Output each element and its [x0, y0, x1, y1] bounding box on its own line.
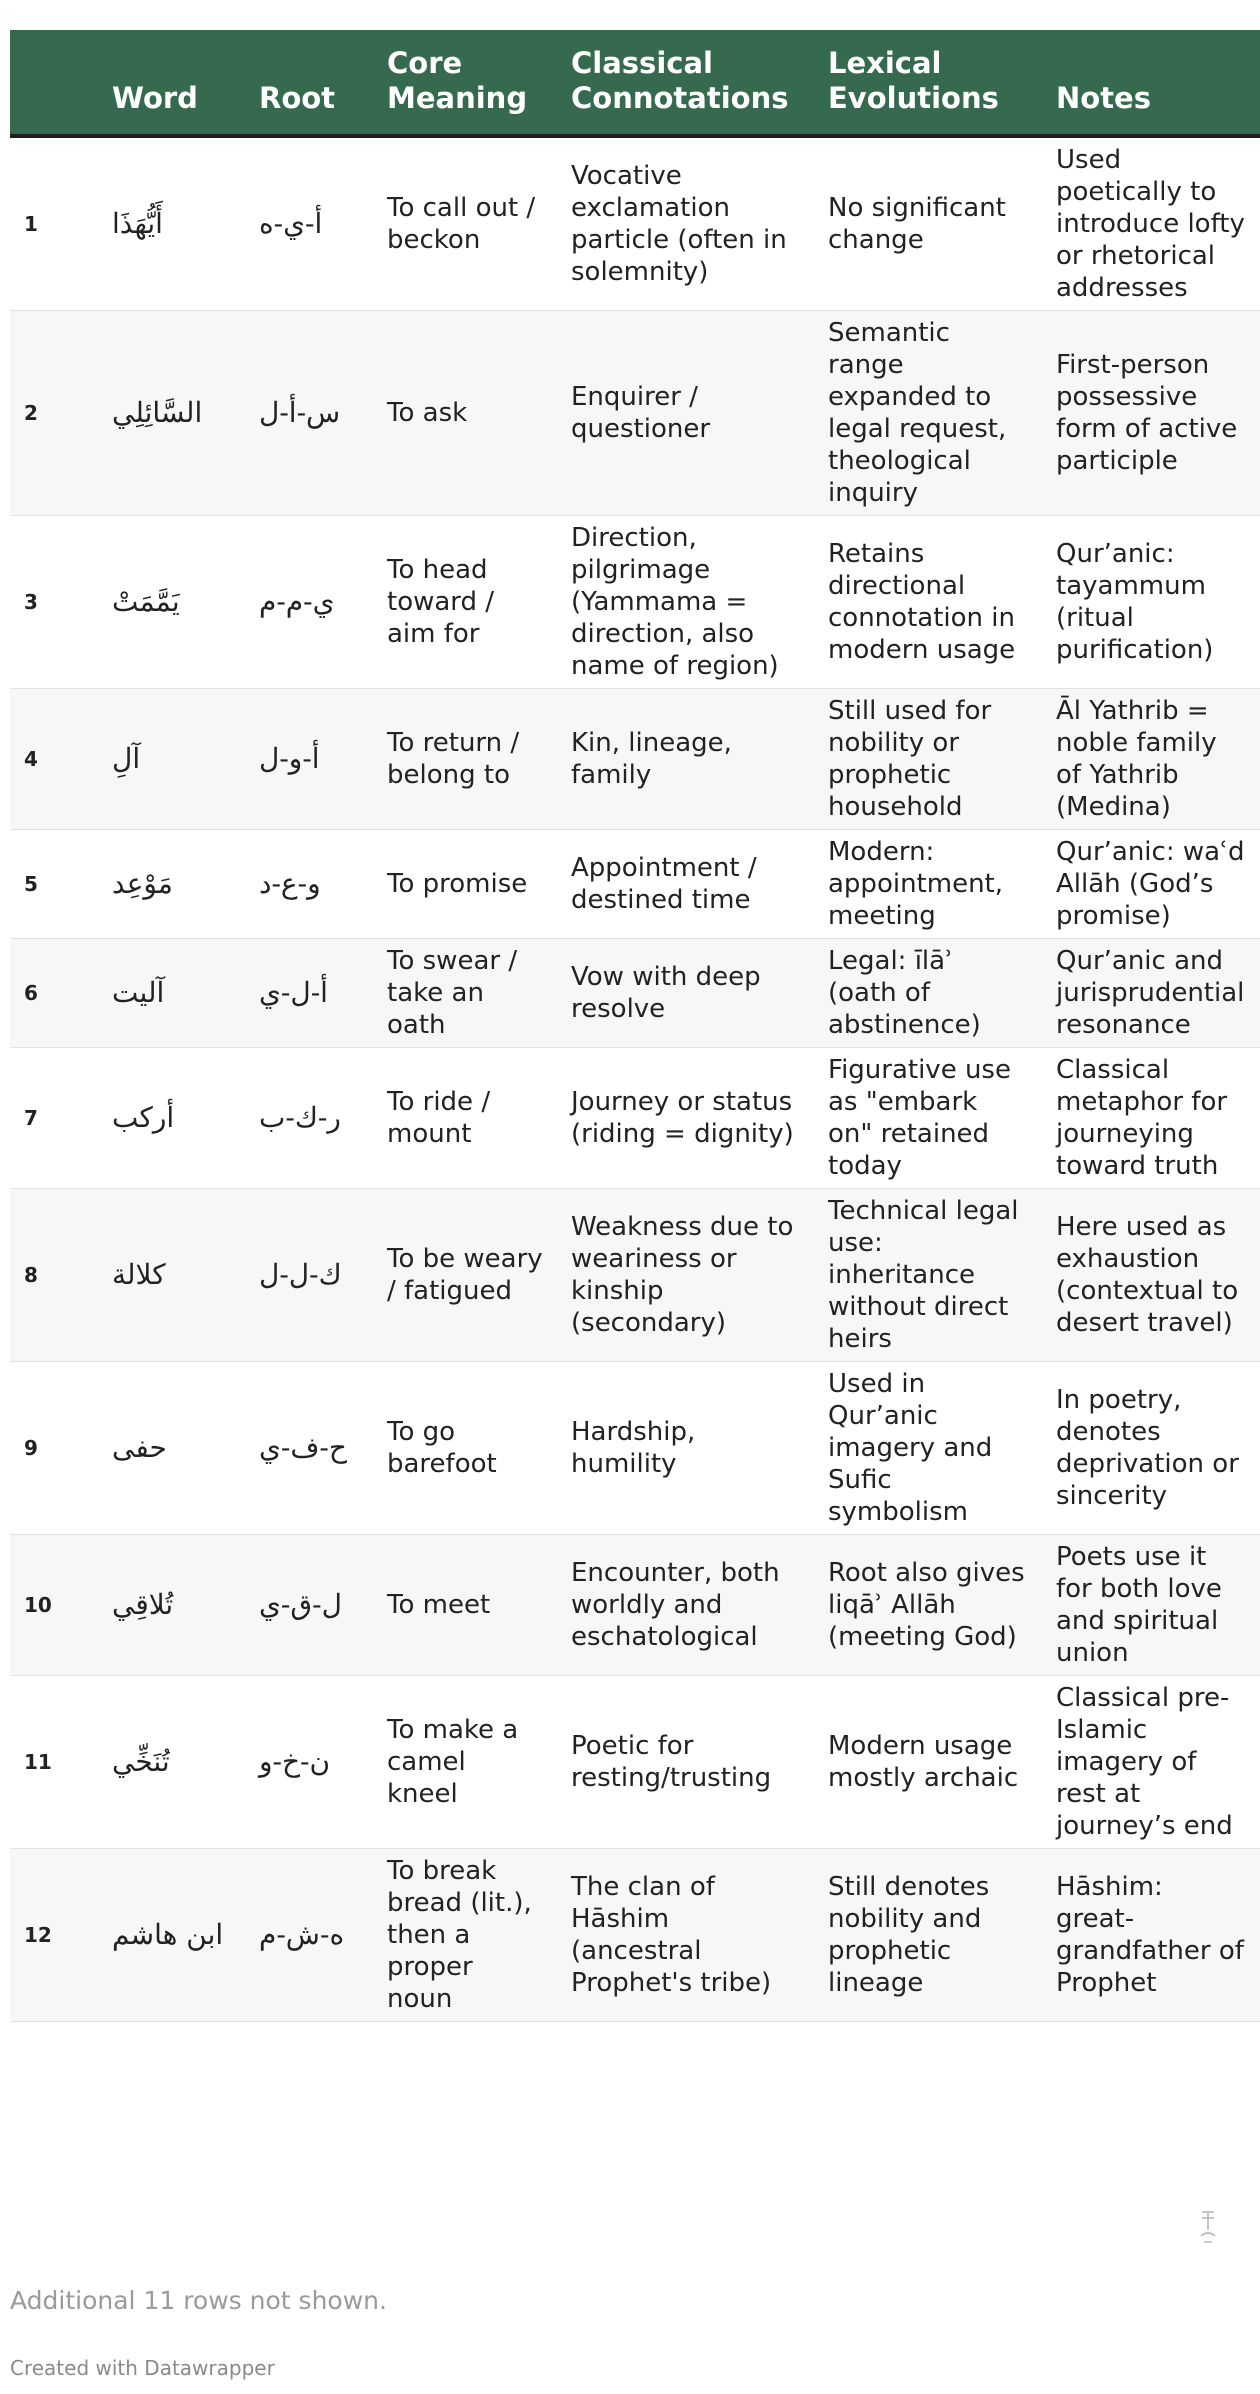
- cell-core-meaning: To make a camel kneel: [373, 1676, 557, 1849]
- cell-word: ابن هاشم: [98, 1849, 245, 2022]
- cell-word: تُنَخِّي: [98, 1676, 245, 1849]
- cell-lexical-evolutions: Root also gives liqāʾ Allāh (meeting God): [814, 1535, 1042, 1676]
- header-core-meaning[interactable]: Core Meaning: [373, 30, 557, 136]
- rows-not-shown-note: Additional 11 rows not shown.: [10, 2286, 387, 2315]
- header-classical-connotations[interactable]: Classical Connotations: [557, 30, 814, 136]
- cell-classical-connotations: Enquirer / questioner: [557, 311, 814, 516]
- cell-lexical-evolutions: No significant change: [814, 136, 1042, 311]
- cell-num: 9: [10, 1362, 98, 1535]
- cell-root: ي-م-م: [245, 516, 373, 689]
- cell-root: ر-ك-ب: [245, 1048, 373, 1189]
- cell-core-meaning: To be weary / fatigued: [373, 1189, 557, 1362]
- cell-num: 5: [10, 830, 98, 939]
- cell-notes: First-person possessive form of active participle: [1042, 311, 1260, 516]
- cell-word: آلِ: [98, 689, 245, 830]
- cell-core-meaning: To call out / beckon: [373, 136, 557, 311]
- cell-core-meaning: To head toward / aim for: [373, 516, 557, 689]
- cell-lexical-evolutions: Semantic range expanded to legal request, theological inquiry: [814, 311, 1042, 516]
- cell-notes: Qur’anic: waʿd Allāh (God’s promise): [1042, 830, 1260, 939]
- cell-lexical-evolutions: Still used for nobility or prophetic household: [814, 689, 1042, 830]
- cell-lexical-evolutions: Modern usage mostly archaic: [814, 1676, 1042, 1849]
- table-row: [10, 1189, 1260, 1362]
- cell-root: و-ع-د: [245, 830, 373, 939]
- cell-word: السَّائِلِي: [98, 311, 245, 516]
- cell-notes: In poetry, denotes deprivation or sincerity: [1042, 1362, 1260, 1535]
- cell-notes: Classical metaphor for journeying toward truth: [1042, 1048, 1260, 1189]
- cell-num: 10: [10, 1535, 98, 1676]
- cell-lexical-evolutions: Still denotes nobility and prophetic lineage: [814, 1849, 1042, 2022]
- cell-classical-connotations: Direction, pilgrimage (Yammama = direction, also name of region): [557, 516, 814, 689]
- cell-classical-connotations: The clan of Hāshim (ancestral Prophet's tribe): [557, 1849, 814, 2022]
- cell-notes: Qur’anic: tayammum (ritual purification): [1042, 516, 1260, 689]
- cell-lexical-evolutions: Legal: īlāʾ (oath of abstinence): [814, 939, 1042, 1048]
- table-row: [10, 939, 1260, 1048]
- cell-word: حفى: [98, 1362, 245, 1535]
- cell-num: 6: [10, 939, 98, 1048]
- cell-num: 3: [10, 516, 98, 689]
- cell-word: كلالة: [98, 1189, 245, 1362]
- cell-num: 4: [10, 689, 98, 830]
- table-row: [10, 1535, 1260, 1676]
- cell-classical-connotations: Weakness due to weariness or kinship (secondary): [557, 1189, 814, 1362]
- cell-root: ك-ل-ل: [245, 1189, 373, 1362]
- data-table: [10, 30, 1260, 2022]
- cell-classical-connotations: Vocative exclamation particle (often in solemnity): [557, 136, 814, 311]
- cell-root: أ-ي-ه: [245, 136, 373, 311]
- cell-notes: Classical pre-Islamic imagery of rest at journey’s end: [1042, 1676, 1260, 1849]
- cell-root: ح-ف-ي: [245, 1362, 373, 1535]
- cell-num: 8: [10, 1189, 98, 1362]
- cell-classical-connotations: Poetic for resting/trusting: [557, 1676, 814, 1849]
- table-row: [10, 1676, 1260, 1849]
- cell-classical-connotations: Kin, lineage, family: [557, 689, 814, 830]
- cell-root: س-أ-ل: [245, 311, 373, 516]
- datawrapper-credit[interactable]: Created with Datawrapper: [10, 2356, 275, 2380]
- cell-classical-connotations: Vow with deep resolve: [557, 939, 814, 1048]
- cell-core-meaning: To break bread (lit.), then a proper noun: [373, 1849, 557, 2022]
- cell-root: أ-ل-ي: [245, 939, 373, 1048]
- header-word[interactable]: Word: [98, 30, 245, 136]
- cell-core-meaning: To ride / mount: [373, 1048, 557, 1189]
- cell-classical-connotations: Appointment / destined time: [557, 830, 814, 939]
- header-root[interactable]: Root: [245, 30, 373, 136]
- table-body: [10, 136, 1260, 2022]
- watermark-glyph: [1196, 2206, 1220, 2246]
- cell-lexical-evolutions: Modern: appointment, meeting: [814, 830, 1042, 939]
- cell-lexical-evolutions: Retains directional connotation in modern usage: [814, 516, 1042, 689]
- table-row: [10, 689, 1260, 830]
- cell-num: 1: [10, 136, 98, 311]
- cell-classical-connotations: Hardship, humility: [557, 1362, 814, 1535]
- table-row: [10, 516, 1260, 689]
- cell-notes: Here used as exhaustion (contextual to desert travel): [1042, 1189, 1260, 1362]
- cell-core-meaning: To return / belong to: [373, 689, 557, 830]
- cell-root: ه-ش-م: [245, 1849, 373, 2022]
- cell-root: ن-خ-و: [245, 1676, 373, 1849]
- header-index: [10, 30, 98, 136]
- cell-root: أ-و-ل: [245, 689, 373, 830]
- cell-classical-connotations: Journey or status (riding = dignity): [557, 1048, 814, 1189]
- cell-word: تُلاقِي: [98, 1535, 245, 1676]
- table-row: [10, 830, 1260, 939]
- cell-root: ل-ق-ي: [245, 1535, 373, 1676]
- header-notes[interactable]: Notes: [1042, 30, 1260, 136]
- cell-word: أَيُّهَذَا: [98, 136, 245, 311]
- cell-num: 2: [10, 311, 98, 516]
- cell-lexical-evolutions: Figurative use as "embark on" retained today: [814, 1048, 1042, 1189]
- cell-num: 7: [10, 1048, 98, 1189]
- cell-lexical-evolutions: Used in Qur’anic imagery and Sufic symbolism: [814, 1362, 1042, 1535]
- cell-classical-connotations: Encounter, both worldly and eschatological: [557, 1535, 814, 1676]
- cell-core-meaning: To promise: [373, 830, 557, 939]
- cell-core-meaning: To go barefoot: [373, 1362, 557, 1535]
- cell-word: آليت: [98, 939, 245, 1048]
- table-row: [10, 311, 1260, 516]
- table-row: [10, 1048, 1260, 1189]
- cell-notes: Hāshim: great-grandfather of Prophet: [1042, 1849, 1260, 2022]
- cell-notes: Poets use it for both love and spiritual union: [1042, 1535, 1260, 1676]
- cell-notes: Āl Yathrib = noble family of Yathrib (Medina): [1042, 689, 1260, 830]
- cell-num: 12: [10, 1849, 98, 2022]
- cell-core-meaning: To meet: [373, 1535, 557, 1676]
- cell-word: أركب: [98, 1048, 245, 1189]
- table-row: [10, 1362, 1260, 1535]
- cell-word: يَمَّمَتْ: [98, 516, 245, 689]
- cell-notes: Used poetically to introduce lofty or rhetorical addresses: [1042, 136, 1260, 311]
- cell-core-meaning: To swear / take an oath: [373, 939, 557, 1048]
- cell-lexical-evolutions: Technical legal use: inheritance without direct heirs: [814, 1189, 1042, 1362]
- cell-num: 11: [10, 1676, 98, 1849]
- header-lexical-evolutions[interactable]: Lexical Evolutions: [814, 30, 1042, 136]
- header-row: [10, 30, 1260, 136]
- cell-word: مَوْعِد: [98, 830, 245, 939]
- cell-core-meaning: To ask: [373, 311, 557, 516]
- table-header: [10, 30, 1260, 136]
- table-row: [10, 136, 1260, 311]
- cell-notes: Qur’anic and jurisprudential resonance: [1042, 939, 1260, 1048]
- table-row: [10, 1849, 1260, 2022]
